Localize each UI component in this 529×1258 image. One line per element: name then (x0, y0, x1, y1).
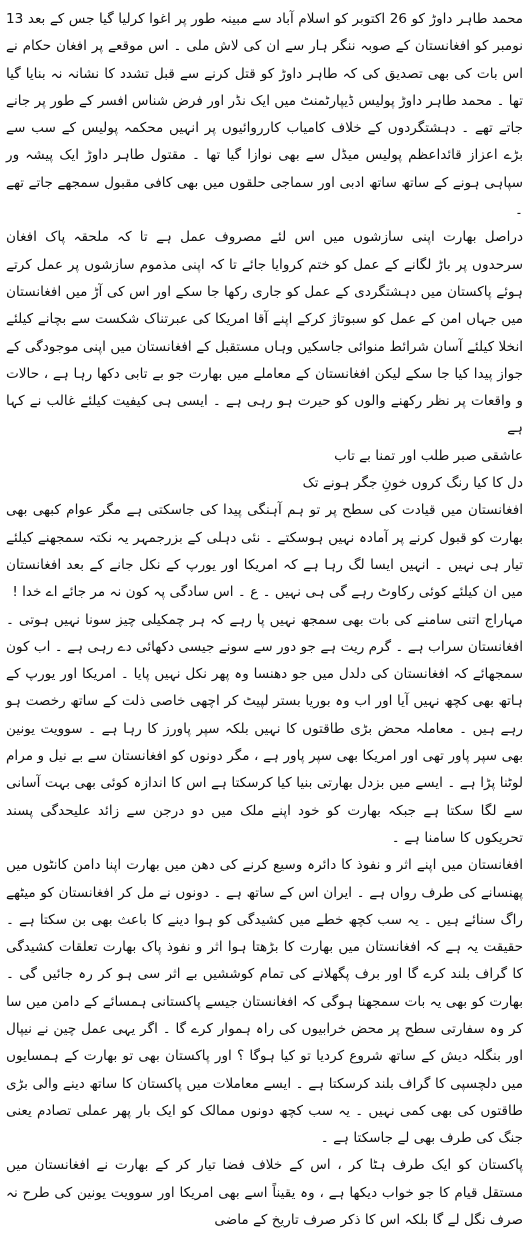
poetry-line-2: دل کا کیا رنگ کروں خونِ جگر ہونے تک (302, 475, 523, 492)
paragraph-5: افغانستان میں اپنے اثر و نفوذ کا دائرہ وسیع کرنے کی دھن میں بھارت اپنا دامن کانٹوں میں پھنسانے کی طرف رواں ہے ۔ ایران اس کے ساتھ ہے ۔ دونوں نے مل کر افغانستان کو میٹھے راگ سنائے ہیں ۔ یہ سب کچھ خطے میں کشیدگی کو ہوا دینے کا باعث بھی بن سکتا ہے ۔ حقیقت یہ ہے کہ افغانستان میں بھارت کا بڑھتا ہوا اثر و نفوذ پاک بھارت تعلقات کشیدگی کا گراف بلند کرے گا اور برف پگھلانے کی تمام کوششیں بے اثر سی ہو کر رہ جائیں گی ۔ بھارت کو بھی یہ بات سمجھنا ہوگی کہ افغانستان جیسے پاکستانی ہمسائے کے دامن میں سا کر وہ سفارتی سطح پر محض خرابیوں کی راہ ہموار کرے گا ۔ اگر یہی عمل چین نے نیپال اور بنگلہ دیش کے ساتھ شروع کردیا تو کیا ہوگا ؟ اور پاکستان بھی تو بھارت کے ہمسایوں میں دلچسپی کا گراف بلند کرسکتا ہے ۔ ایسے معاملات میں پاکستان کا ساتھ دینے والی بڑی طاقتوں کی بھی کمی نہیں ۔ یہ سب کچھ دونوں ممالک کو ایک بار پھر عملی تصادم یعنی جنگ کی طرف بھی لے جاسکتا ہے ۔ (6, 857, 523, 1147)
poetry-couplet (6, 443, 523, 498)
poetry-line-1: عاشقی صبر طلب اور تمنا بے تاب (334, 447, 523, 464)
paragraph-4: مہاراج اتنی سامنے کی بات بھی سمجھ نہیں پا رہے کہ ہر چمکیلی چیز سونا نہیں ہوتی ۔ افغانستان سراب ہے ۔ گرم ریت ہے جو دور سے سونے جیسی دکھائی دے رہی ہے ۔ اب کون سمجھائے کہ افغانستان کی دلدل میں جو دھنسا وہ پھر نکل نہیں پایا ۔ امریکا اور یورپ کے ہاتھ بھی کچھ نہیں آیا اور اب وہ بوریا بستر لپیٹ کر اچھی خاصی ذلت کے ساتھ رخصت ہو رہے ہیں ۔ معاملہ محض بڑی طاقتوں کا نہیں بلکہ سپر پاورز کا رہا ہے ۔ سوویت یونین بھی سپر پاور تھی اور امریکا بھی سپر پاور ہے ، مگر دونوں کو افغانستان سے بے نیل و مرام لوٹنا پڑا ہے ۔ ایسے میں بزدل بھارتی بنیا کیا کرسکتا ہے اس کا اندازہ کوئی بھی بہت آسانی سے لگا سکتا ہے جبکہ بھارت کو خود اپنے ملک میں دو درجن سے زائد علیحدگی پسند تحریکوں کا سامنا ہے ۔ (6, 611, 523, 846)
paragraph-2: دراصل بھارت اپنی سازشوں میں اس لئے مصروف عمل ہے تا کہ ملحقہ پاک افغان سرحدوں پر باڑ لگانے کے عمل کو ختم کروایا جائے تا کہ اپنی مذموم سازشوں پر عمل کرتے ہوئے پاکستان میں دہشتگردی کے عمل کو جاری رکھا جا سکے اور اس کی آڑ میں افغانستان میں جہاں امن کے عمل کو سبوتاژ کرکے اپنے آقا امریکا کی عبرتناک شکست سے بچانے کیلئے انخلا کیلئے آسان شرائط منوائی جاسکیں وہاں مستقبل کے افغانستان میں اپنی موجودگی کے جواز پیدا کیا جا سکے لیکن افغانستان کے معاملے میں بھارت جو بے تابی دکھا رہا ہے ، حالات و واقعات پر نظر رکھنے والوں کو حیرت ہو رہی ہے ۔ ایسی ہی کیفیت کیلئے غالب نے کہا ہے (6, 229, 523, 437)
paragraph-6: پاکستان کو ایک طرف ہٹا کر ، اس کے خلاف فضا تیار کر کے بھارت نے افغانستان میں مستقل قیام کا جو خواب دیکھا ہے ، وہ یقیناً اسے بھی امریکا اور سوویت یونین کی طرح نہ صرف نگل لے گا بلکہ اس کا ذکر صرف تاریخ کے ماضی (6, 1157, 523, 1229)
paragraph-1: محمد طاہر داوڑ کو 26 اکتوبر کو اسلام آباد سے مبینہ طور پر اغوا کرلیا گیا جس کے بعد 13 نومبر کو افغانستان کے صوبہ ننگر ہار سے ان کی لاش ملی ۔ اس موقعے پر افغان حکام نے اس بات کی بھی تصدیق کی کہ طاہر داوڑ کو قتل کرنے سے قبل تشدد کا نشانہ نہ بنایا گیا تھا ۔ محمد طاہر داوڑ پولیس ڈیپارٹمنٹ میں ایک نڈر اور فرض شناس افسر کے طور پر جانے جاتے تھے ۔ دہشتگردوں کے خلاف کامیاب کارروائیوں پر انہیں محکمہ پولیس کے سب سے بڑے اعزاز قائداعظم پولیس میڈل سے بھی نوازا گیا تھا ۔ مقتول طاہر داوڑ ایک پیشہ ور سپاہی ہونے کے ساتھ ساتھ ادبی اور سماجی حلقوں میں بھی کافی مقبول سمجھے جاتے تھے ۔ (5, 11, 524, 219)
article-body (6, 6, 523, 1234)
paragraph-3: افغانستان میں قیادت کی سطح پر تو ہم آہنگی پیدا کی جاسکتی ہے مگر عوام کبھی بھی بھارت کو قبول کرنے پر آمادہ نہیں ہوسکتے ۔ نئی دہلی کے بزرجمہر یہ نکتہ سمجھنے کیلئے تیار ہی نہیں ۔ انہیں ایسا لگ رہا ہے کہ امریکا اور یورپ کے نکل جانے کے بعد افغانستان میں ان کیلئے کوئی رکاوٹ رہے گی ہی نہیں ۔ ع ۔ اس سادگی پہ کون نہ مر جائے اے خدا ! (6, 502, 523, 601)
